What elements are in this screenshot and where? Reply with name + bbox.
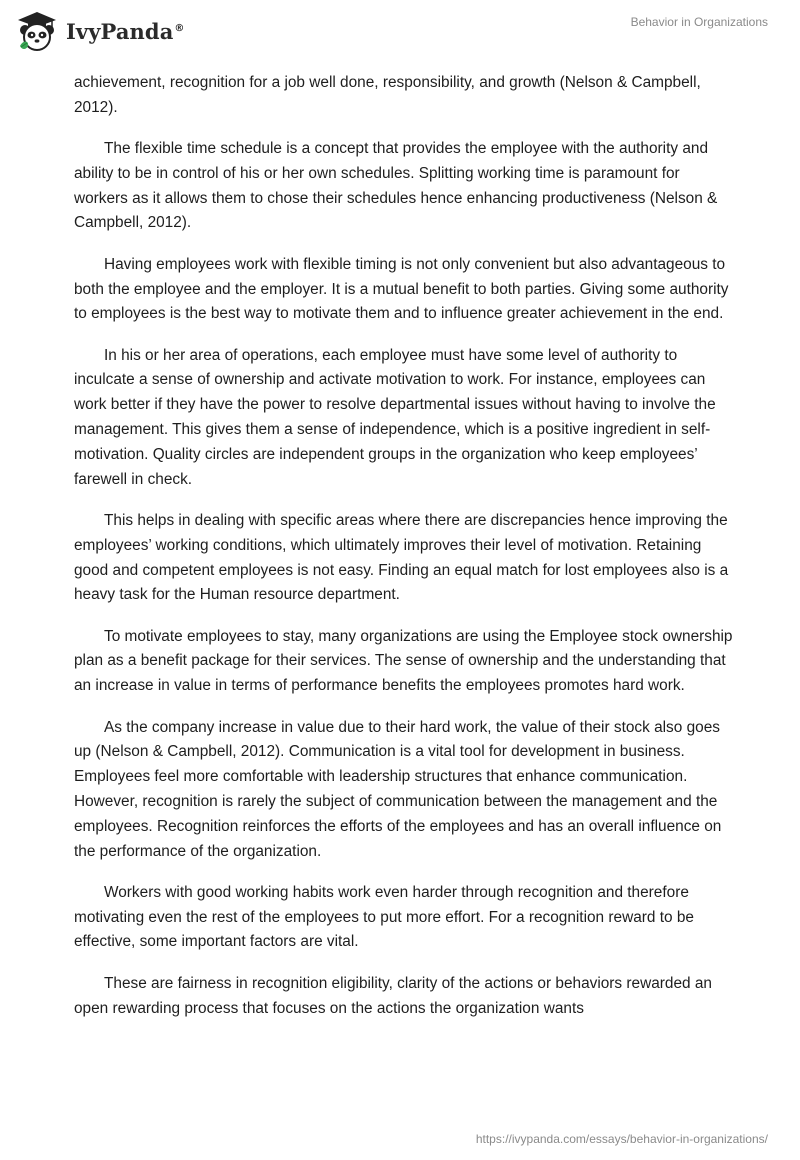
source-url-link[interactable]: https://ivypanda.com/essays/behavior-in-organizations/	[475, 1132, 768, 1146]
paragraph-continued: achievement, recognition for a job well done, responsibility, and growth (Nelson & Campbell, 2012).	[74, 74, 701, 116]
paragraph: In his or her area of operations, each employee must have some level of authority to inculcate a sense of ownership and activate motivation to work. For instance, employees can work better if they have the power to resolve departmental issues without having to involve the management. This gives them a sense of independence, which is a positive ingredient in self-motivation. Quality circles are independent groups in the organization who keep employees’ farewell in check.	[74, 346, 716, 488]
paragraph: The flexible time schedule is a concept that provides the employee with the authority and ability to be in control of his or her own schedules. Splitting working time is paramount for workers as it allows them to chose their schedules hence enhancing productiveness (Nelson & Campbell, 2012).	[74, 140, 718, 232]
registered-mark: ®	[174, 22, 185, 34]
brand-name: IvyPanda®	[66, 18, 185, 44]
essay-body	[74, 71, 734, 1038]
paragraph: Having employees work with flexible timing is not only convenient but also advantageous to both the employee and the employer. It is a mutual benefit to both parties. Giving some authority to employees is the best way to motivate them and to influence greater achievement in the end.	[74, 255, 729, 323]
page-header	[0, 0, 800, 70]
paragraph: Workers with good working habits work even harder through recognition and therefore motivating even the rest of the employees to put more effort. For a recognition reward to be effective, some important factors are vital.	[74, 883, 694, 951]
ivypanda-logo[interactable]	[14, 8, 185, 54]
paragraph: To motivate employees to stay, many organizations are using the Employee stock ownership plan as a benefit package for their services. The sense of ownership and the understanding that an increase in value in terms of performance benefits the employees promotes hard work.	[74, 627, 733, 695]
paragraph: This helps in dealing with specific areas where there are discrepancies hence improving the employees’ working conditions, which ultimately improves their level of motivation. Retaining good and competent employees is not easy. Finding an equal match for lost employees also is a heavy task for the Human resource department.	[74, 511, 729, 604]
paragraph: These are fairness in recognition eligibility, clarity of the actions or behaviors rewarded an open rewarding process that focuses on the actions the organization wants	[74, 974, 712, 1017]
paragraph: As the company increase in value due to their hard work, the value of their stock also goes up (Nelson & Campbell, 2012). Communication is a vital tool for development in business. Employees feel more comfortable with leadership structures that enhance communication. However, recognition is rarely the subject of communication between the management and the employees. Recognition reinforces the efforts of the employees and has an overall influence on the performance of the organization.	[74, 718, 722, 860]
document-title: Behavior in Organizations	[630, 15, 768, 29]
panda-graduate-icon	[14, 8, 60, 54]
